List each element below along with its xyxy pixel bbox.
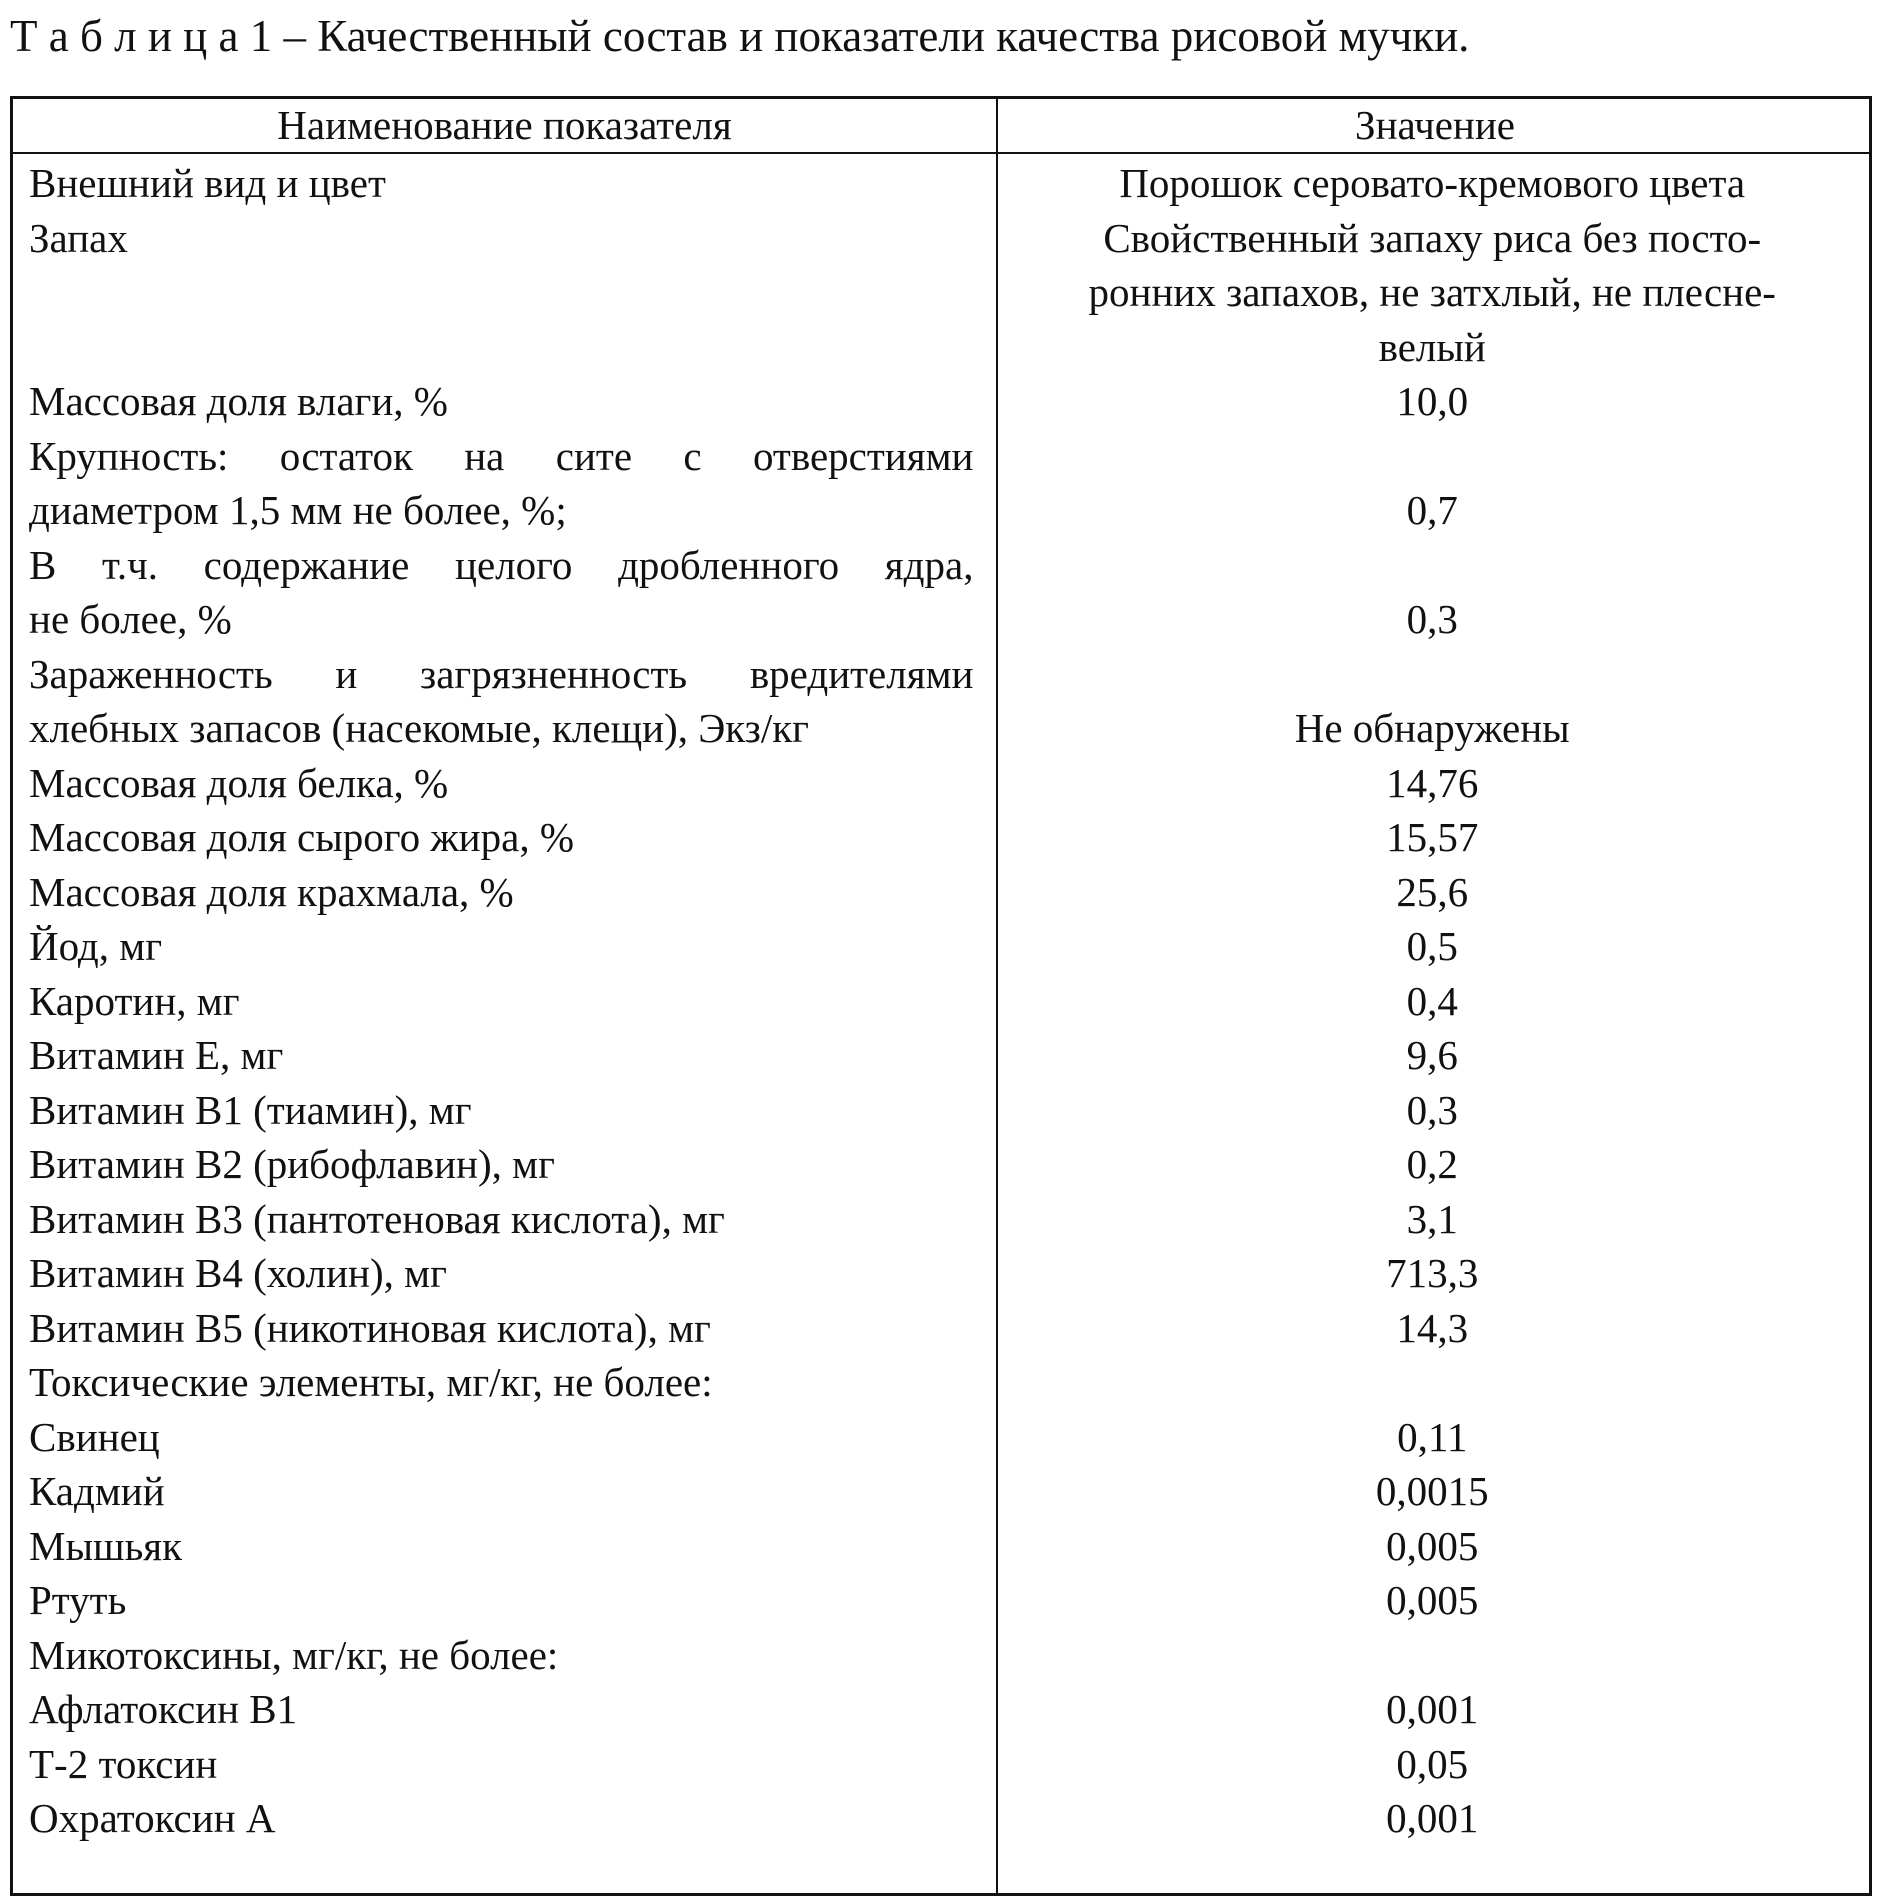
indicator-name-text: Витамин В2 (рибофлавин), мг [29, 1141, 555, 1187]
indicator-name-cell [13, 1355, 995, 1410]
indicator-value-cell [995, 1192, 1869, 1247]
indicator-value-text: 0,001 [1386, 1686, 1479, 1732]
indicator-name-cell [13, 1083, 995, 1138]
indicator-name-cell [13, 1628, 995, 1683]
table-row [13, 919, 1869, 974]
indicator-value-text: 0,2 [1406, 1141, 1458, 1187]
indicator-value-text: 10,0 [1396, 378, 1469, 424]
indicator-name-cell [13, 974, 995, 1029]
indicator-name-cell [13, 1573, 995, 1628]
table-row [13, 211, 1869, 375]
indicator-name-text: Микотоксины, мг/кг, не более: [29, 1631, 559, 1678]
indicator-name-text: Мышьяк [29, 1522, 183, 1569]
indicator-value-text: 0,11 [1397, 1413, 1468, 1460]
indicator-name-text: Запах [29, 214, 128, 261]
indicator-name-cell [13, 374, 995, 429]
indicator-value-text: 713,3 [1386, 1250, 1479, 1296]
indicator-name-text: диаметром 1,5 мм не более, %; [29, 487, 567, 533]
header-indicator-name: Наименование показателя [277, 102, 732, 148]
table-row [13, 810, 1869, 865]
quality-table [10, 96, 1872, 1896]
table-row [13, 156, 1869, 211]
indicator-value-cell [995, 647, 1869, 756]
indicator-name-text: Крупность: остаток на сите с отверстиями [29, 432, 974, 479]
indicator-name-cell [13, 756, 995, 811]
indicator-value-cell [995, 919, 1869, 974]
indicator-value-text: 15,57 [1386, 814, 1479, 860]
indicator-name-cell [13, 429, 995, 538]
indicator-name-cell [13, 919, 995, 974]
indicator-value-text: 0,3 [1406, 1086, 1458, 1133]
indicator-name-cell [13, 1519, 995, 1574]
indicator-name-cell [13, 1737, 995, 1792]
indicator-name-text: В т.ч. содержание целого дробленного ядра, [29, 541, 974, 588]
indicator-name-cell [13, 1791, 995, 1846]
indicator-value-text: 3,1 [1406, 1195, 1458, 1242]
indicator-value-text: 0,005 [1386, 1577, 1479, 1623]
indicator-value-cell [995, 1791, 1869, 1846]
indicator-value-text: 0,4 [1406, 977, 1458, 1024]
indicator-value-cell [995, 1410, 1869, 1465]
indicator-name-text: хлебных запасов (насекомые, клещи), Экз/кг [29, 705, 810, 751]
table-row [13, 756, 1869, 811]
indicator-name-text: Йод, мг [29, 923, 163, 969]
indicator-name-cell [13, 647, 995, 756]
indicator-name-text: Токсические элементы, мг/кг, не более: [29, 1359, 713, 1405]
indicator-name-text: Витамин В3 (пантотеновая кислота), мг [29, 1195, 725, 1242]
indicator-name-text: Массовая доля сырого жира, % [29, 814, 574, 860]
table-row [13, 865, 1869, 920]
indicator-name-text: Витамин В4 (холин), мг [29, 1250, 447, 1296]
indicator-value-cell [995, 1682, 1869, 1737]
indicator-value-text [1007, 1355, 1857, 1410]
indicator-name-cell [13, 1028, 995, 1083]
indicator-value-cell [995, 1464, 1869, 1519]
table-row [13, 1355, 1869, 1410]
table-row [13, 1737, 1869, 1792]
indicator-name-text: Внешний вид и цвет [29, 160, 386, 206]
indicator-name-text: Зараженность и загрязненность вредителями [29, 650, 974, 697]
indicator-value-text: 14,76 [1386, 759, 1479, 806]
indicator-value-cell [995, 429, 1869, 538]
indicator-name-text: Афлатоксин В1 [29, 1686, 298, 1732]
indicator-name-cell [13, 810, 995, 865]
indicator-value-cell [995, 1137, 1869, 1192]
table-row [13, 1791, 1869, 1846]
indicator-name-text: не более, % [29, 596, 232, 642]
indicator-value-cell [995, 538, 1869, 647]
indicator-value-cell [995, 756, 1869, 811]
header-value: Значение [1355, 102, 1515, 148]
indicator-value-cell [995, 810, 1869, 865]
table-row [13, 974, 1869, 1029]
indicator-value-cell [995, 1573, 1869, 1628]
indicator-name-cell [13, 1301, 995, 1356]
indicator-value-cell [995, 374, 1869, 429]
table-row [13, 647, 1869, 756]
indicator-value-cell [995, 1246, 1869, 1301]
indicator-value-text: 0,05 [1396, 1740, 1469, 1787]
table-row [13, 1519, 1869, 1574]
table-row [13, 374, 1869, 429]
indicator-name-cell [13, 1192, 995, 1247]
indicator-name-cell [13, 1682, 995, 1737]
indicator-value-text: Не обнаружены [1294, 705, 1570, 751]
indicator-name-text: Ртуть [29, 1577, 127, 1623]
indicator-value-text: 0,3 [1406, 596, 1458, 642]
indicator-value-text: велый [1378, 323, 1486, 370]
table-row [13, 1410, 1869, 1465]
indicator-value-cell [995, 865, 1869, 920]
table-row [13, 1083, 1869, 1138]
indicator-name-text: Т-2 токсин [29, 1740, 218, 1787]
table-row [13, 538, 1869, 647]
indicator-value-text: 14,3 [1396, 1304, 1469, 1351]
table-row [13, 1573, 1869, 1628]
indicator-value-text: ронних запахов, не затхлый, не плесне- [1088, 269, 1776, 315]
table-body [13, 156, 1869, 1846]
table-row [13, 1246, 1869, 1301]
indicator-name-text: Кадмий [29, 1468, 165, 1514]
indicator-value-cell [995, 1737, 1869, 1792]
indicator-value-cell [995, 1355, 1869, 1410]
indicator-value-cell [995, 1083, 1869, 1138]
indicator-name-text: Свинец [29, 1413, 160, 1460]
indicator-value-text: 0,001 [1386, 1795, 1479, 1841]
indicator-value-text: 0,5 [1406, 923, 1458, 969]
indicator-value-text: 0,7 [1406, 487, 1458, 533]
indicator-value-cell [995, 974, 1869, 1029]
table-row [13, 1464, 1869, 1519]
indicator-name-text: Массовая доля белка, % [29, 759, 449, 806]
indicator-name-text: Витамин В1 (тиамин), мг [29, 1086, 472, 1133]
indicator-name-cell [13, 211, 995, 375]
indicator-name-cell [13, 1410, 995, 1465]
indicator-name-text: Массовая доля крахмала, % [29, 868, 514, 915]
indicator-value-cell [995, 211, 1869, 375]
indicator-value-text: 9,6 [1406, 1032, 1458, 1078]
indicator-name-cell [13, 1137, 995, 1192]
indicator-value-text: Порошок серовато-кремового цвета [1119, 160, 1746, 206]
table-caption: Т а б л и ц а 1 – Качественный состав и показатели качества рисовой мучки. [10, 11, 1470, 61]
indicator-value-cell [995, 1028, 1869, 1083]
indicator-value-text: 0,0015 [1375, 1468, 1489, 1514]
indicator-name-text: Витамин Е, мг [29, 1032, 284, 1078]
indicator-name-text: Витамин В5 (никотиновая кислота), мг [29, 1304, 711, 1351]
indicator-value-cell [995, 1628, 1869, 1683]
indicator-value-text: 0,005 [1386, 1522, 1479, 1569]
table-row [13, 1028, 1869, 1083]
table-row [13, 1192, 1869, 1247]
indicator-value-text [1007, 1628, 1857, 1683]
table-row [13, 1628, 1869, 1683]
indicator-name-cell [13, 1246, 995, 1301]
indicator-name-text: Массовая доля влаги, % [29, 378, 448, 424]
table-row [13, 429, 1869, 538]
indicator-name-text: Каротин, мг [29, 977, 240, 1024]
table-row [13, 1682, 1869, 1737]
indicator-name-cell [13, 156, 995, 211]
indicator-name-cell [13, 865, 995, 920]
indicator-value-text: 25,6 [1396, 868, 1469, 915]
indicator-name-cell [13, 538, 995, 647]
indicator-value-text: Свойственный запаху риса без посто- [1103, 214, 1762, 261]
table-row [13, 1301, 1869, 1356]
header-divider [13, 152, 1869, 154]
table-row [13, 1137, 1869, 1192]
indicator-value-cell [995, 1301, 1869, 1356]
indicator-value-cell [995, 156, 1869, 211]
indicator-name-text: Охратоксин А [29, 1795, 276, 1841]
indicator-name-cell [13, 1464, 995, 1519]
indicator-value-cell [995, 1519, 1869, 1574]
